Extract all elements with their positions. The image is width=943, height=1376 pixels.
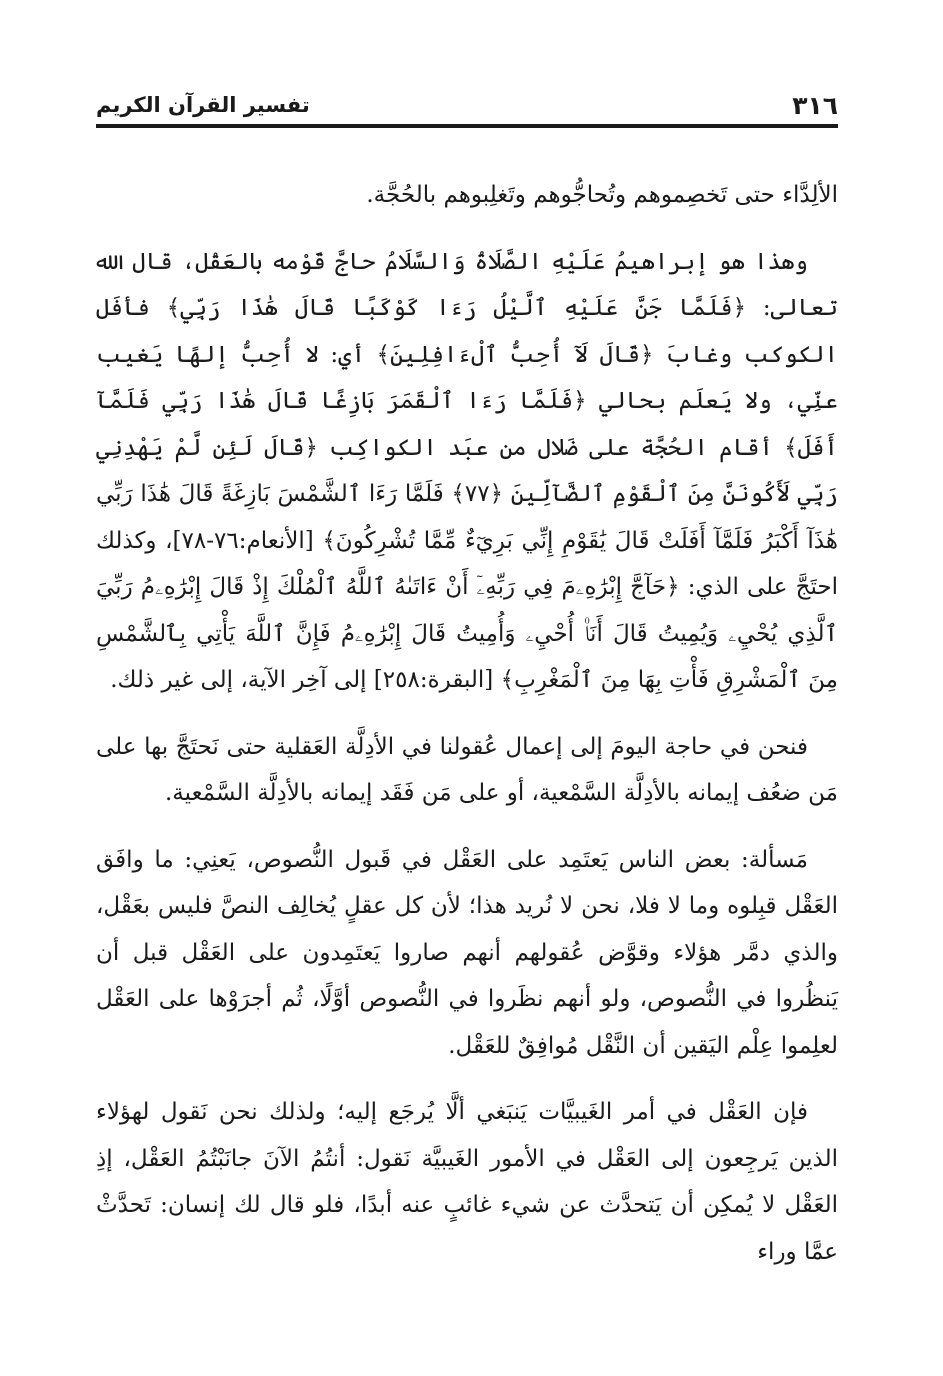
header-rule: [96, 124, 838, 128]
paragraph-masala: مَسألة: بعض الناس يَعتَمِد على العَقْل في قَبول النُّصوص، يَعنِي: ما وافَق العَقْل قبِلوه وما لا فلا، نحن لا نُريد هذا؛ لأن كل عقلٍ يُخالِف النصَّ فليس بعَقْل، والذي دمَّر هؤلاء وقوَّض عُقولهم أنهم صاروا يَعتَمِدون على العَقْل قبل أن يَنظُروا في النُّصوص، ولو أنهم نظَروا في النُّصوص أوَّلًا، ثُم أجرَوْها على العَقْل لعلِموا عِلْم اليَقين أن النَّقْل مُوافِقٌ للعَقْل.: [96, 846, 838, 1059]
paragraph-continuation: الألِدَّاء حتى تَخصِموهم وتُحاجُّوهم وتَغلِبوهم بالحُجَّة.: [366, 182, 838, 208]
paragraph-unseen-matters: فإن العَقْل في أمر الغَيبيَّات يَنبَغي ألَّا يُرجَع إليه؛ ولذلك نحن نَقول لهؤلاء الذين يَرجِعون إلى العَقْل في الأمور الغَيبيَّة نَقول: أنتُمُ الآنَ جانَبْتُمُ العَقْل، إذِ العَقْل لا يُمكِن أن يَتحدَّث عن شيء غائبٍ عنه أبدًا، فلو قال لك إنسان: تَحدَّثْ عمَّا وراء: [96, 1099, 838, 1265]
paragraph-ibrahim-argument: وهذا هو إبراهيمُ عَلَيْهِ الصَّلَاةُ وَالسَّلَامُ حاجَّ قَوْمه بالعَقْل، قال الله تعالى: ﴿فَلَمَّا جَنَّ عَلَيْهِ ٱلَّيْلُ رَءَا كَوْكَبًا قَالَ هَٰذَا رَبِّي﴾ فأفَل الكوكب وغابَ ﴿قَالَ لَآ أُحِبُّ ٱلْءَافِلِينَ﴾ أي: لا أُحِبُّ إلهًا يَغيب عنِّي، ولا يَعلَم بحالي ﴿فَلَمَّا رَءَا ٱلْقَمَرَ بَازِغًا قَالَ هَٰذَا رَبِّي فَلَمَّآ أَفَلَ﴾ أقام الحُجَّة على ضَلال من عبَد الكواكِب ﴿قَالَ لَئِن لَّمْ يَهْدِنِي رَبِّي لَأَكُونَنَّ مِنَ ٱلْقَوْمِ ٱلضَّآلِّينَ ﴿٧٧﴾ فَلَمَّا رَءَا ٱلشَّمْسَ بَازِغَةً قَالَ هَٰذَا رَبِّي هَٰذَآ أَكْبَرُ فَلَمَّآ أَفَلَتْ قَالَ يَٰقَوْمِ إِنِّي بَرِيٓءٌ مِّمَّا تُشْرِكُونَ﴾ [الأنعام:٧٦-٧٨]، وكذلك احتَجَّ على الذي: ﴿حَآجَّ إِبْرَٰهِۦمَ فِي رَبِّهِۦٓ أَنْ ءَاتَىٰهُ ٱللَّهُ ٱلْمُلْكَ إِذْ قَالَ إِبْرَٰهِۦمُ رَبِّيَ ٱلَّذِي يُحْيِۦ وَيُمِيتُ قَالَ أَنَا۠ أُحْيِۦ وَأُمِيتُ قَالَ إِبْرَٰهِۦمُ فَإِنَّ ٱللَّهَ يَأْتِي بِٱلشَّمْسِ مِنَ ٱلْمَشْرِقِ فَأْتِ بِهَا مِنَ ٱلْمَغْرِبِ﴾ [البقرة:٢٥٨] إلى آخِر الآية، إلى غير ذلك.: [96, 248, 839, 693]
page-number: ٣١٦: [792, 91, 838, 120]
page-body: [96, 172, 838, 1295]
book-title: تفسير القرآن الكريم: [96, 93, 310, 117]
running-header: [96, 88, 838, 122]
paragraph-rational-evidence: فنحن في حاجة اليومَ إلى إعمال عُقولنا في الأدِلَّة العَقلية حتى نَحتَجَّ بها على مَن ضعُف إيمانه بالأدِلَّة السَّمْعية، أو على مَن فَقَد إيمانه بالأدِلَّة السَّمْعية.: [96, 733, 838, 806]
